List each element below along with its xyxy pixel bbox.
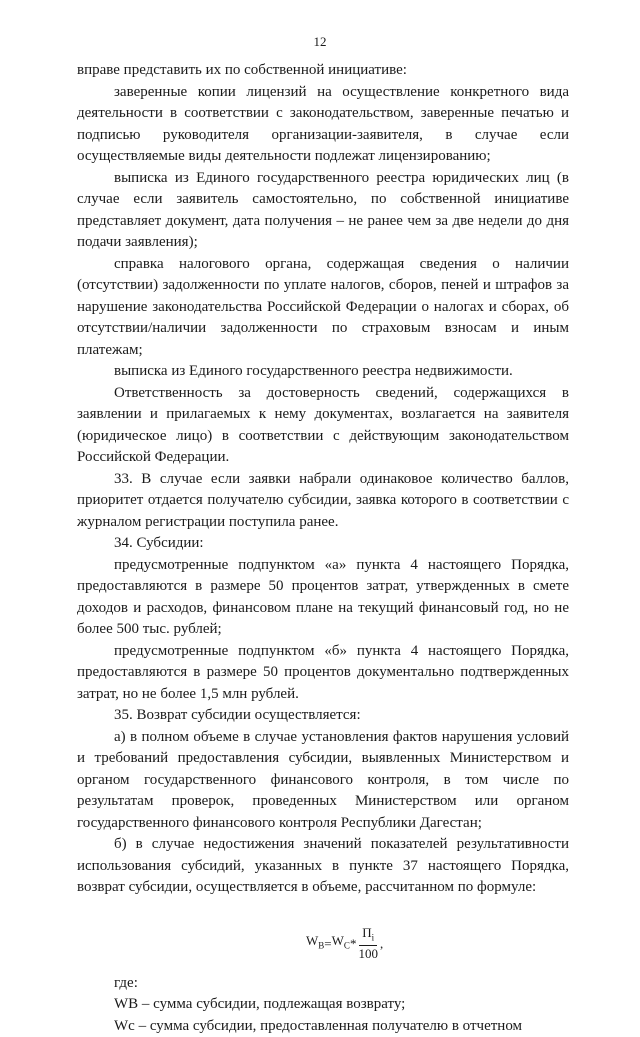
paragraph: вправе представить их по собственной инициативе: bbox=[77, 60, 569, 82]
paragraph: справка налогового органа, содержащая сведения о наличии (отсутствии) задолженности по уплате налогов, сборов, пеней и штрафов за нарушение законодательства Российской Федерации о налогах и сборах, об отсутствии/наличии задолженности по страховым взносам и иным платежам; bbox=[77, 254, 569, 362]
paragraph: выписка из Единого государственного реестра юридических лиц (в случае если заявитель самостоятельно, по собственной инициативе представляет документ, дата получения – не ранее чем за две недели до дня подачи заявления); bbox=[77, 168, 569, 254]
paragraph: а) в полном объеме в случае установления фактов нарушения условий и требований предоставления субсидии, выявленных Министерством и органом государственного финансового контроля, в том числе по результатам проверок, проведенных Министерством или органом государственного финансового контроля Республики Дагестан; bbox=[77, 727, 569, 835]
formula-rhs: $W_С$ bbox=[332, 930, 350, 957]
formula-expression bbox=[306, 925, 383, 963]
paragraph: предусмотренные подпунктом «б» пункта 4 настоящего Порядка, предоставляются в размере 50 процентов документально подтвержденных затрат, но не более 1,5 млн рублей. bbox=[77, 641, 569, 706]
paragraph: выписка из Единого государственного реестра недвижимости. bbox=[77, 361, 569, 383]
formula-fraction bbox=[358, 925, 378, 963]
formula-trail: , bbox=[380, 933, 383, 955]
paragraph: где: bbox=[77, 973, 569, 995]
paragraph: 33. В случае если заявки набрали одинаковое количество баллов, приоритет отдается получателю субсидии, заявка которого в соответствии с журналом регистрации поступила ранее. bbox=[77, 469, 569, 534]
paragraph: Ответственность за достоверность сведений, содержащихся в заявлении и прилагаемых к нему документах, возлагается на заявителя (юридическое лицо) в соответствии с действующим законодательством Российской Федерации. bbox=[77, 383, 569, 469]
document-body bbox=[77, 60, 569, 1037]
formula-times: * bbox=[350, 933, 357, 955]
formula-lhs: $W_В$ bbox=[306, 930, 324, 957]
paragraph: 34. Субсидии: bbox=[77, 533, 569, 555]
formula-equals: = bbox=[324, 933, 331, 955]
paragraph: предусмотренные подпунктом «а» пункта 4 настоящего Порядка, предоставляются в размере 50 процентов затрат, утвержденных в смете доходов и расходов, финансовом плане на текущий финансовый год, но не более 500 тыс. рублей; bbox=[77, 555, 569, 641]
formula-numerator: $П_i$ bbox=[359, 925, 377, 947]
paragraph: б) в случае недостижения значений показателей результативности использования субсидий, указанных в пункте 37 настоящего Порядка, возврат субсидии, осуществляется в объеме, рассчитанном по формуле: bbox=[77, 834, 569, 899]
paragraph: 35. Возврат субсидии осуществляется: bbox=[77, 705, 569, 727]
formula-denominator: 100 bbox=[358, 946, 378, 962]
paragraph: WВ – сумма субсидии, подлежащая возврату; bbox=[77, 994, 569, 1016]
page-number: 12 bbox=[0, 34, 640, 50]
paragraph: заверенные копии лицензий на осуществление конкретного вида деятельности в соответствии с законодательством, заверенные печатью и подписью руководителя организации-заявителя, в случае если осуществляемые виды деятельности подлежат лицензированию; bbox=[77, 82, 569, 168]
paragraph: Wc – сумма субсидии, предоставленная получателю в отчетном bbox=[77, 1016, 569, 1037]
refund-formula bbox=[77, 915, 569, 965]
